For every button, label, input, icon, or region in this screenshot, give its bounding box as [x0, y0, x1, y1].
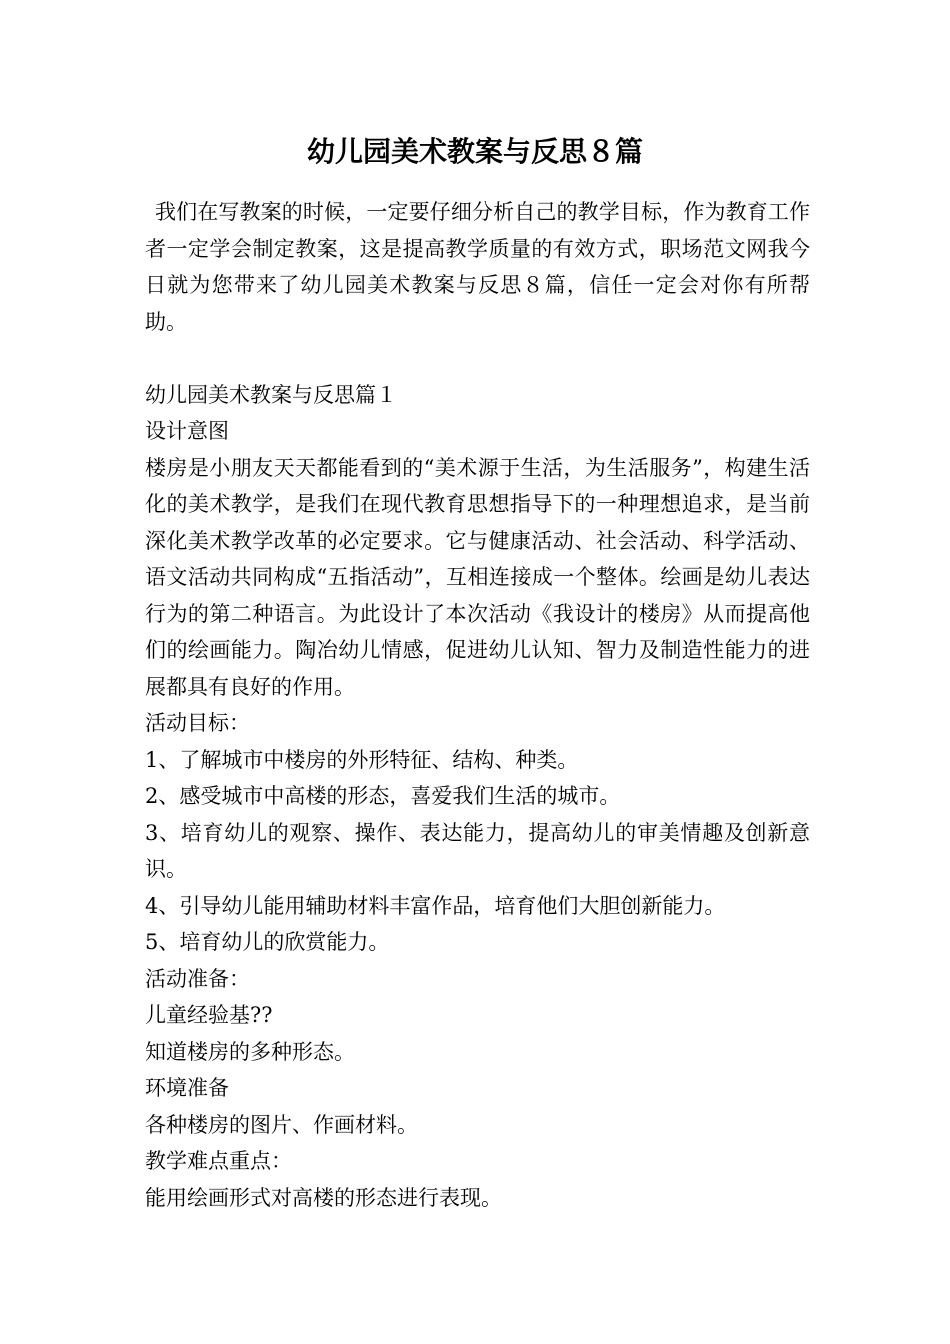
- body-line: 各种楼房的图片、作画材料。: [145, 1112, 418, 1137]
- paragraph-spacer: [145, 340, 810, 377]
- body-line: 知道楼房的多种形态。: [145, 1039, 355, 1064]
- subsection-heading: 环境准备: [145, 1076, 229, 1100]
- list-item: 5、培育幼儿的欣赏能力。: [145, 930, 390, 954]
- body-line: 儿童经验基??: [145, 1003, 273, 1027]
- list-item: 1、了解城市中楼房的外形特征、结构、种类。: [145, 747, 579, 772]
- list-item: 2、感受城市中高楼的形态，喜爱我们生活的城市。: [145, 784, 621, 808]
- body-line: 能用绘画形式对高楼的形态进行表现。: [145, 1185, 502, 1210]
- subsection-heading: 活动准备：: [145, 966, 250, 991]
- list-item: 4、引导幼儿能用辅助材料丰富作品，培育他们大胆创新能力。: [145, 893, 726, 918]
- body-paragraph: 楼房是小朋友天天都能看到的“美术源于生活，为生活服务”，构建生活化的美术教学，是我们在现代教育思想指导下的一种理想追求，是当前深化美术教学改革的必定要求。它与健康活动、社会活动、科学活动、语文活动共同构成“五指活动”，互相连接成一个整体。绘画是幼儿表达行为的第二种语言。为此设计了本次活动《我设计的楼房》从而提高他们的绘画能力。陶冶幼儿情感，促进幼儿认知、智力及制造性能力的进展都具有良好的作用。: [145, 455, 810, 699]
- intro-paragraph: 我们在写教案的时候，一定要仔细分析自己的教学目标，作为教育工作者一定学会制定教案，这是提高教学质量的有效方式，职场范文网我今日就为您带来了幼儿园美术教案与反思８篇，信任一定会对你有所帮助。: [145, 200, 810, 334]
- subsection-heading: 活动目标：: [145, 711, 250, 735]
- section-heading: 幼儿园美术教案与反思篇１: [145, 382, 397, 407]
- subsection-heading: 教学难点重点：: [145, 1149, 292, 1173]
- document-body: [145, 194, 810, 1216]
- list-item: 3、培育幼儿的观察、操作、表达能力，提高幼儿的审美情趣及创新意识。: [145, 820, 810, 881]
- subsection-heading: 设计意图: [145, 419, 229, 443]
- document-title: 幼儿园美术教案与反思８篇: [306, 135, 643, 168]
